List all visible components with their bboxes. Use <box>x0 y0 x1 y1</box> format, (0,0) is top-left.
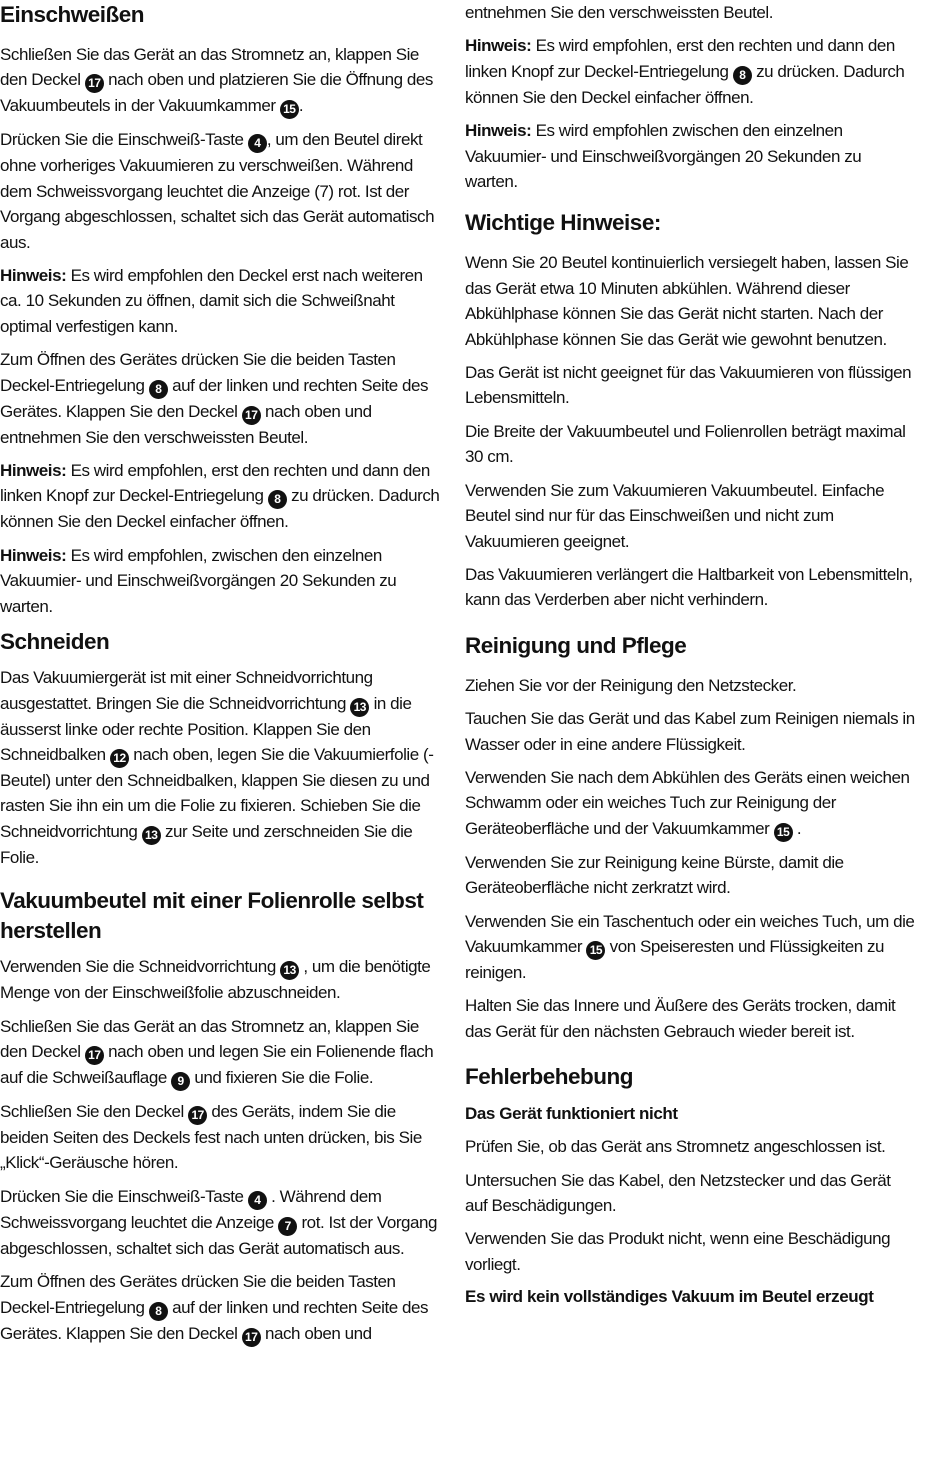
part-number-icon: 8 <box>733 66 752 85</box>
note-label: Hinweis: <box>0 266 67 286</box>
note-label: Hinweis: <box>465 121 532 141</box>
paragraph: Verwenden Sie ein Taschentuch oder ein weiches Tuch, um die Vakuumkammer 15 von Speiseresten und Flüssigkeiten zu reinigen. <box>465 911 915 982</box>
heading-wichtige-hinweise: Wichtige Hinweise: <box>465 210 661 236</box>
part-number-icon: 15 <box>280 100 299 119</box>
note-paragraph: Hinweis: Es wird empfohlen, erst den rechten und dann den linken Knopf zur Deckel-Entriegelung 8 zu drücken. Dadurch können Sie den Deckel einfacher öffnen. <box>0 461 440 532</box>
paragraph: Verwenden Sie die Schneidvorrichtung 13 , um die benötigte Menge von der Einschweißfolie abzuschneiden. <box>0 957 431 1003</box>
heading-reinigung: Reinigung und Pflege <box>465 632 687 658</box>
paragraph: Das Gerät ist nicht geeignet für das Vakuumieren von flüssigen Lebensmitteln. <box>465 363 912 408</box>
paragraph: Wenn Sie 20 Beutel kontinuierlich versiegelt haben, lassen Sie das Gerät etwa 10 Minuten abkühlen. Während dieser Abkühlphase können Sie das Gerät nicht starten. Nach der Abkühlphase können Sie das Gerät wie gewohnt benutzen. <box>465 253 909 349</box>
heading-einschweissen: Einschweißen <box>0 2 145 27</box>
part-number-icon: 12 <box>110 749 129 768</box>
part-number-icon: 13 <box>350 698 369 717</box>
part-number-icon: 7 <box>278 1217 297 1236</box>
part-number-icon: 4 <box>248 134 267 153</box>
note-label: Hinweis: <box>0 545 67 565</box>
part-number-icon: 4 <box>248 1191 267 1210</box>
part-number-icon: 15 <box>774 823 793 842</box>
paragraph: Untersuchen Sie das Kabel, den Netzstecker und das Gerät auf Beschädigungen. <box>465 1170 891 1215</box>
paragraph: Zum Öffnen des Gerätes drücken Sie die beiden Tasten Deckel-Entriegelung 8 auf der linken und rechten Seite des Gerätes. Klappen Sie den Deckel 17 nach oben und <box>0 1269 444 1346</box>
part-number-icon: 17 <box>242 406 261 425</box>
part-number-icon: 13 <box>280 961 299 980</box>
note-paragraph: Hinweis: Es wird empfohlen, zwischen den einzelnen Vakuumier- und Einschweißvorgängen 20 Sekunden zu warten. <box>0 545 397 616</box>
paragraph: Ziehen Sie vor der Reinigung den Netzstecker. <box>465 675 797 695</box>
part-number-icon: 8 <box>268 490 287 509</box>
paragraph: Drücken Sie die Einschweiß-Taste 4 , um den Beutel direkt ohne vorheriges Vakuumieren zu verschweißen. Während dem Schweissvorgang leuchtet die Anzeige (7) rot. Ist der Vorgang abgeschlossen, schaltet sich das Gerät automatisch aus. <box>0 130 435 252</box>
part-number-icon: 9 <box>171 1072 190 1091</box>
note-paragraph: Hinweis: Es wird empfohlen, erst den rechten und dann den linken Knopf zur Deckel-Entriegelung 8 zu drücken. Dadurch können Sie den Deckel einfacher öffnen. <box>465 36 905 107</box>
part-number-icon: 17 <box>85 1046 104 1065</box>
part-number-icon: 8 <box>149 380 168 399</box>
paragraph: Verwenden Sie nach dem Abkühlen des Geräts einen weichen Schwamm oder ein weiches Tuch zur Reinigung der Geräteoberfläche und der Vakuumkammer 15 . <box>465 765 915 842</box>
paragraph: Verwenden Sie zur Reinigung keine Bürste, damit die Geräteoberfläche nicht zerkratzt wird. <box>465 852 844 898</box>
paragraph: Das Vakuumiergerät ist mit einer Schneidvorrichtung ausgestattet. Bringen Sie die Schneidvorrichtung 13 in die äusserst linke oder rechte Position. Klappen Sie den Schneidbalken 12 nach oben, legen Sie die Vakuumierfolie (-Beutel) unter den Schneidbalken, klappen Sie diesen zu und rasten Sie ihn ein um die Folie zu fixieren. Schieben Sie die Schneidvorrichtung 13 zur Seite und zerschneiden Sie die Folie. <box>0 668 434 867</box>
note-label: Hinweis: <box>0 461 67 481</box>
paragraph: Schließen Sie das Gerät an das Stromnetz an, klappen Sie den Deckel 17 nach oben und platzieren Sie die Öffnung des Vakuumbeutels in der Vakuumkammer 15 . <box>0 42 444 119</box>
paragraph: Prüfen Sie, ob das Gerät ans Stromnetz angeschlossen ist. <box>465 1137 886 1157</box>
paragraph: Schließen Sie das Gerät an das Stromnetz an, klappen Sie den Deckel 17 nach oben und legen Sie ein Folienende flach auf die Schweißauflage 9 und fixieren Sie die Folie. <box>0 1014 444 1091</box>
part-number-icon: 8 <box>149 1302 168 1321</box>
paragraph: Die Breite der Vakuumbeutel und Folienrollen beträgt maximal 30 cm. <box>465 421 906 467</box>
part-number-icon: 17 <box>85 74 104 93</box>
paragraph: Drücken Sie die Einschweiß-Taste 4 . Während dem Schweissvorgang leuchtet die Anzeige 7 rot. Ist der Vorgang abgeschlossen, schaltet sich das Gerät automatisch aus. <box>0 1186 438 1258</box>
left-column <box>0 0 444 1355</box>
note-paragraph: Hinweis: Es wird empfohlen zwischen den einzelnen Vakuumier- und Einschweißvorgängen 20 Sekunden zu warten. <box>465 121 862 192</box>
note-label: Hinweis: <box>465 36 532 56</box>
heading-folienrolle: Vakuumbeutel mit einer Folienrolle selbst herstellen <box>0 888 424 944</box>
paragraph: Tauchen Sie das Gerät und das Kabel zum Reinigen niemals in Wasser oder in eine andere Flüssigkeit. <box>465 709 915 754</box>
subheading-funktioniert-nicht: Das Gerät funktioniert nicht <box>465 1104 678 1124</box>
paragraph: Schließen Sie den Deckel 17 des Geräts, indem Sie die beiden Seiten des Deckels fest nach unten drücken, bis Sie „Klick“-Geräusche hören. <box>0 1101 422 1173</box>
part-number-icon: 13 <box>142 826 161 845</box>
heading-schneiden: Schneiden <box>0 629 110 655</box>
paragraph: Halten Sie das Innere und Äußere des Geräts trocken, damit das Gerät für den nächsten Gebrauch wieder bereit ist. <box>465 996 896 1041</box>
paragraph: entnehmen Sie den verschweissten Beutel. <box>465 3 774 22</box>
part-number-icon: 15 <box>586 941 605 960</box>
subheading-kein-vakuum: Es wird kein vollständiges Vakuum im Beutel erzeugt <box>465 1287 874 1307</box>
part-number-icon: 17 <box>188 1106 207 1125</box>
paragraph: Verwenden Sie zum Vakuumieren Vakuumbeutel. Einfache Beutel sind nur für das Einschweißen und nicht zum Vakuumieren geeignet. <box>465 480 885 551</box>
paragraph: Verwenden Sie das Produkt nicht, wenn eine Beschädigung vorliegt. <box>465 1229 891 1274</box>
paragraph: Das Vakuumieren verlängert die Haltbarkeit von Lebensmitteln, kann das Verderben aber nicht verhindern. <box>465 564 913 610</box>
heading-fehlerbehebung: Fehlerbehebung <box>465 1064 634 1090</box>
right-column <box>465 0 915 1317</box>
paragraph: Zum Öffnen des Gerätes drücken Sie die beiden Tasten Deckel-Entriegelung 8 auf der linken und rechten Seite des Gerätes. Klappen Sie den Deckel 17 nach oben und entnehmen Sie den verschweissten Beutel. <box>0 350 429 447</box>
note-paragraph: Hinweis: Es wird empfohlen den Deckel erst nach weiteren ca. 10 Sekunden zu öffnen, damit sich die Schweißnaht optimal verfestigen kann. <box>0 266 423 336</box>
part-number-icon: 17 <box>242 1328 261 1347</box>
